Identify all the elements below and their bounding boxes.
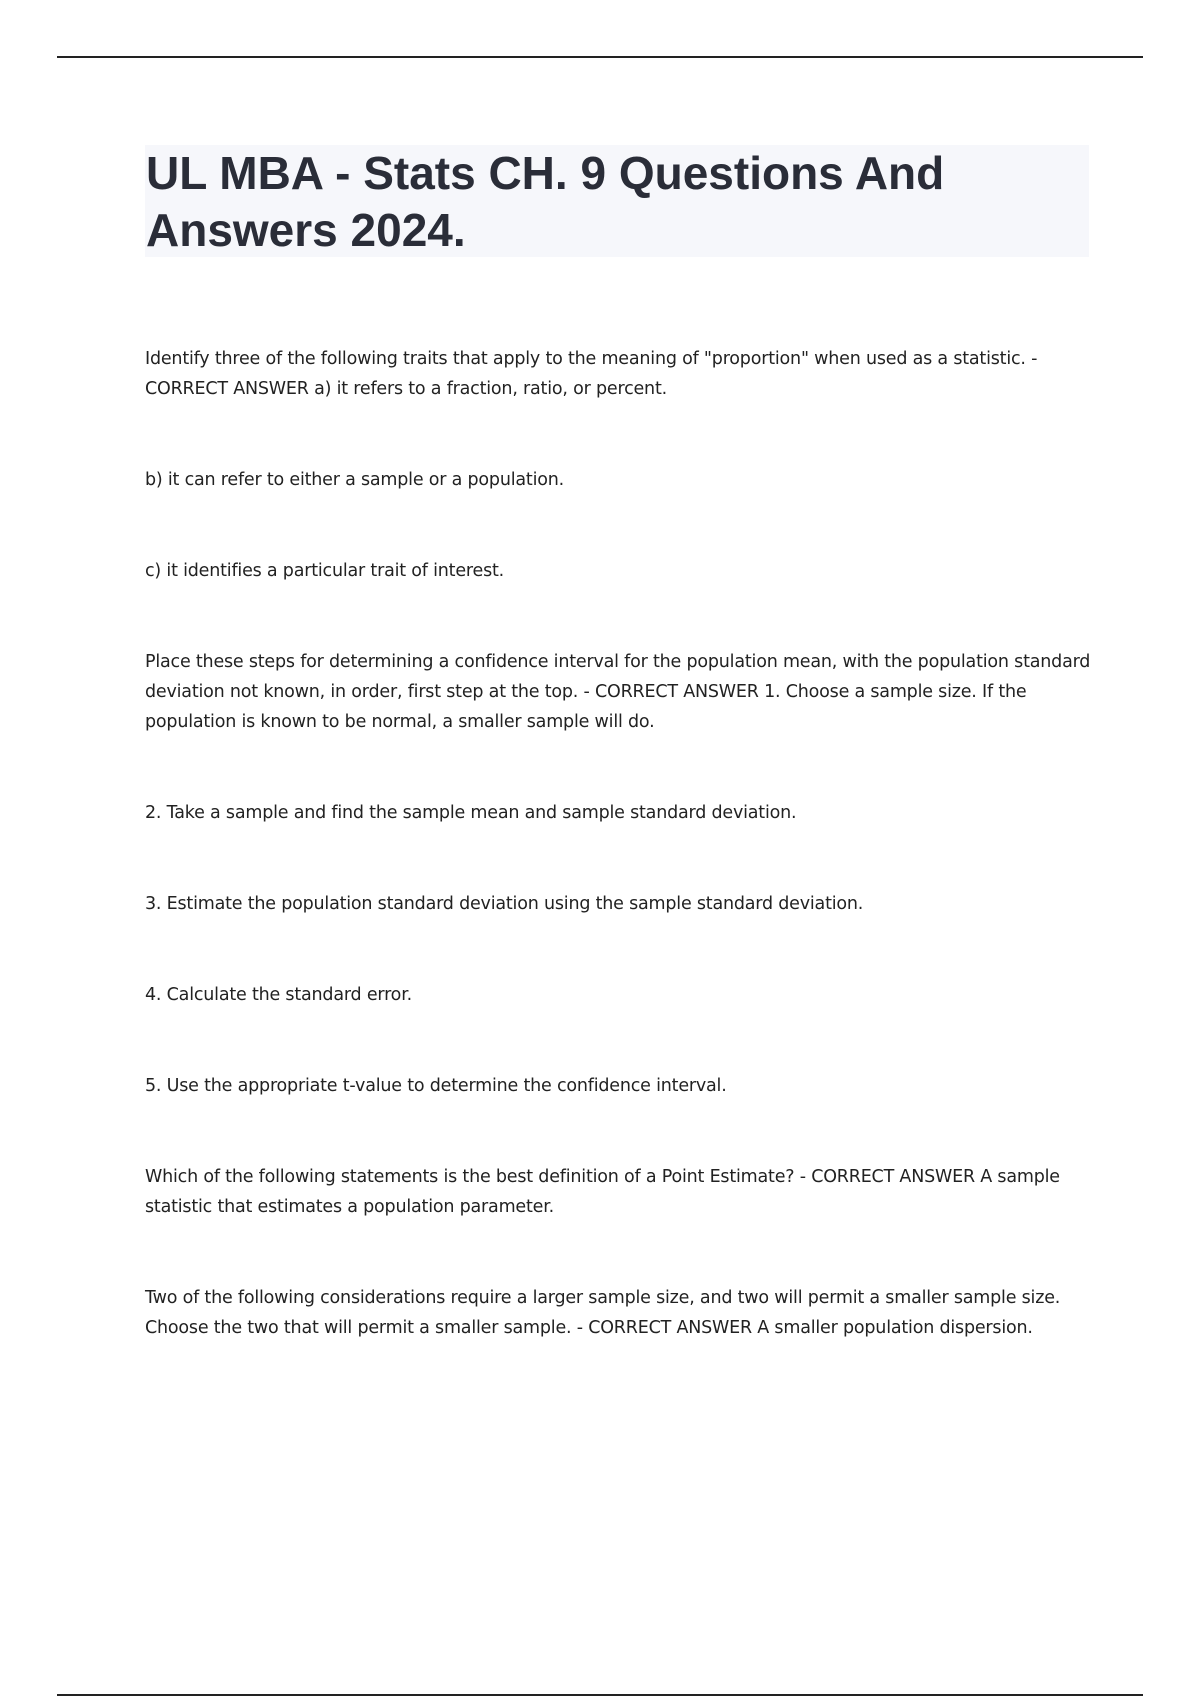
- paragraph-step-3: 3. Estimate the population standard deviation using the sample standard deviation.: [145, 894, 864, 914]
- paragraph-sample-size-question: Two of the following considerations require a larger sample size, and two will permit a smaller sample size. Choose the two that will permit a smaller sample. - CORRECT ANSWER A smaller population dispersion.: [145, 1288, 1061, 1338]
- header-rule: [57, 56, 1143, 58]
- paragraph-proportion-question: Identify three of the following traits that apply to the meaning of "proportion" when used as a statistic. - CORRECT ANSWER a) it refers to a fraction, ratio, or percent.: [145, 349, 1038, 399]
- footer-rule: [57, 1694, 1143, 1696]
- paragraph-step-4: 4. Calculate the standard error.: [145, 985, 412, 1005]
- paragraph-confidence-interval-question: Place these steps for determining a confidence interval for the population mean, with the population standard deviation not known, in order, first step at the top. - CORRECT ANSWER 1. Choose a sample size. If the population is known to be normal, a smaller sample will do.: [145, 652, 1091, 732]
- paragraph-step-5: 5. Use the appropriate t-value to determine the confidence interval.: [145, 1076, 727, 1096]
- paragraph-answer-c: c) it identifies a particular trait of interest.: [145, 561, 505, 581]
- paragraph-step-2: 2. Take a sample and find the sample mean and sample standard deviation.: [145, 803, 797, 823]
- paragraph-answer-b: b) it can refer to either a sample or a population.: [145, 470, 564, 490]
- paragraph-point-estimate-question: Which of the following statements is the best definition of a Point Estimate? - CORRECT ANSWER A sample statistic that estimates a population parameter.: [145, 1167, 1060, 1217]
- document-body: [145, 344, 1095, 1404]
- document-title: UL MBA - Stats CH. 9 Questions And Answers 2024.: [146, 147, 945, 256]
